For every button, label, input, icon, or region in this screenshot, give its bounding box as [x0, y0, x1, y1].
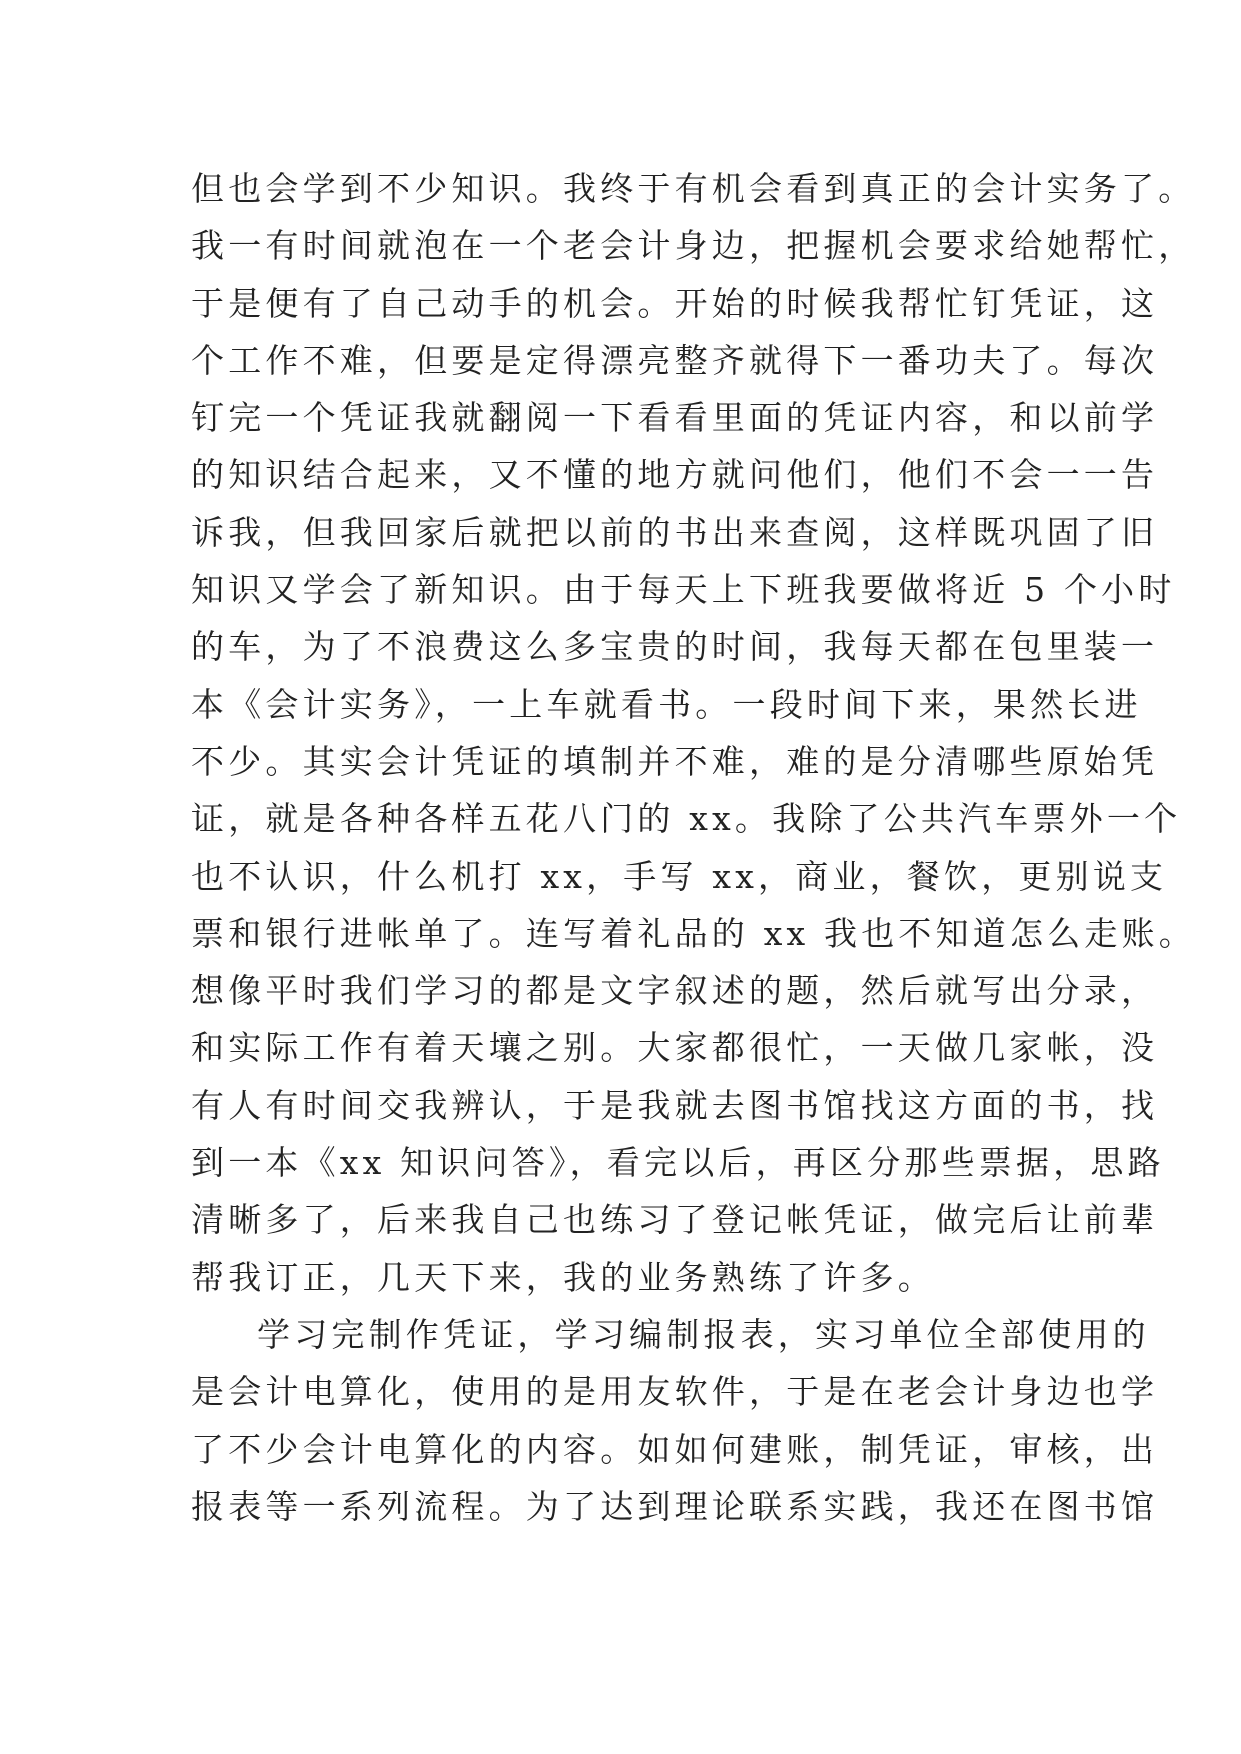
text-line: 知识又学会了新知识。由于每天上下班我要做将近 5 个小时: [191, 570, 1176, 610]
text-line: 有人有时间交我辨认，于是我就去图书馆找这方面的书，找: [191, 1085, 1159, 1125]
text-line: 和实际工作有着天壤之别。大家都很忙，一天做几家帐，没: [191, 1028, 1159, 1068]
text-line: 个工作不难，但要是定得漂亮整齐就得下一番功夫了。每次: [191, 340, 1159, 380]
text-line: 清晰多了，后来我自己也练习了登记帐凭证，做完后让前辈: [191, 1200, 1159, 1240]
text-line: 是会计电算化，使用的是用友软件，于是在老会计身边也学: [191, 1372, 1159, 1412]
text-line: 报表等一系列流程。为了达到理论联系实践，我还在图书馆: [191, 1486, 1159, 1526]
text-line: 也不认识，什么机打 xx，手写 xx，商业，餐饮，更别说支: [191, 856, 1168, 896]
text-line: 但也会学到不少知识。我终于有机会看到真正的会计实务了。: [191, 169, 1196, 208]
text-line: 我一有时间就泡在一个老会计身边，把握机会要求给她帮忙，: [191, 226, 1196, 266]
text-line: 的知识结合起来，又不懂的地方就问他们，他们不会一一告: [191, 455, 1159, 495]
text-line: 的车，为了不浪费这么多宝贵的时间，我每天都在包里装一: [191, 627, 1159, 667]
text-line: 了不少会计电算化的内容。如如何建账，制凭证，审核，出: [191, 1429, 1159, 1469]
text-line: 本《会计实务》，一上车就看书。一段时间下来，果然长进: [191, 684, 1142, 724]
text-line: 于是便有了自己动手的机会。开始的时候我帮忙钉凭证，这: [191, 283, 1159, 323]
text-line: 不少。其实会计凭证的填制并不难，难的是分清哪些原始凭: [191, 741, 1159, 781]
text-line: 诉我，但我回家后就把以前的书出来查阅，这样既巩固了旧: [191, 512, 1159, 552]
text-line: 到一本《xx 知识问答》，看完以后，再区分那些票据，思路: [191, 1143, 1165, 1183]
paragraph-first-line: 学习完制作凭证，学习编制报表，实习单位全部使用的: [257, 1314, 1150, 1354]
text-line: 证，就是各种各样五花八门的 xx。我除了公共汽车票外一个: [191, 799, 1182, 839]
text-line: 帮我订正，几天下来，我的业务熟练了许多。: [191, 1257, 935, 1297]
document-body-text: [191, 160, 1197, 1535]
text-line: 钉完一个凭证我就翻阅一下看看里面的凭证内容，和以前学: [191, 398, 1159, 438]
text-line: 想像平时我们学习的都是文字叙述的题，然后就写出分录，: [191, 971, 1159, 1011]
text-line: 票和银行进帐单了。连写着礼品的 xx 我也不知道怎么走账。: [191, 913, 1197, 953]
